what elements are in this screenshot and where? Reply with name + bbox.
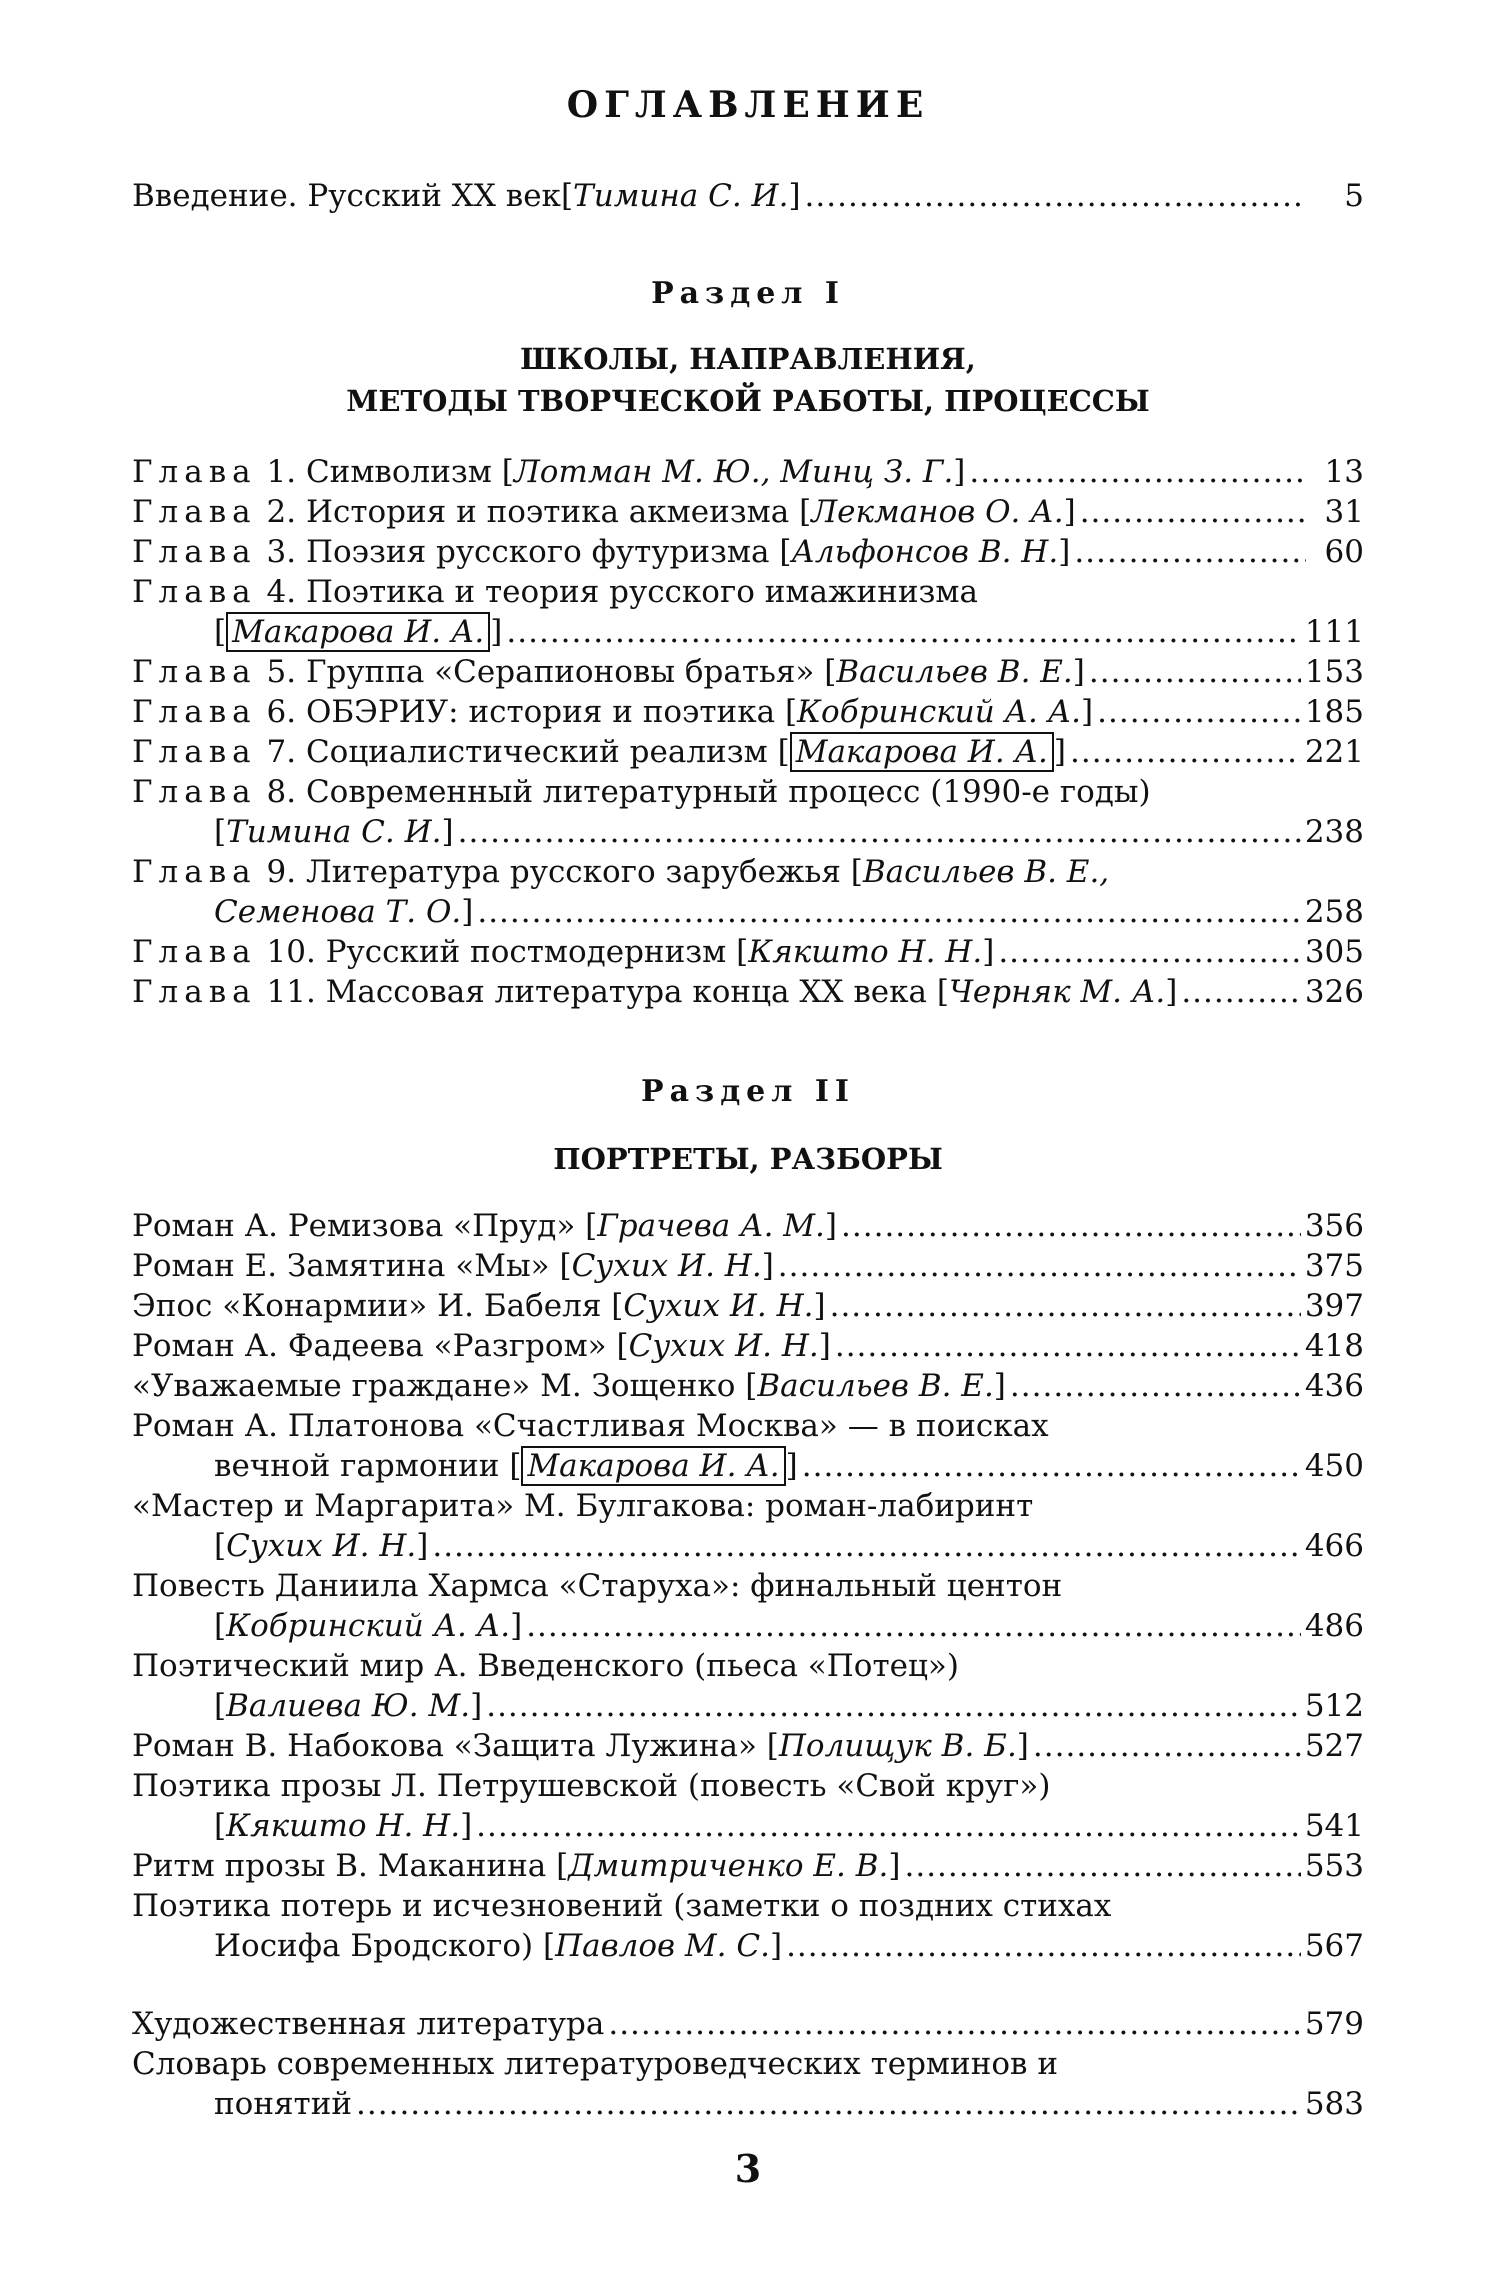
leader-dots	[969, 452, 1306, 492]
chapter-6: Глава 6. ОБЭРИУ: история и поэтика [Кобринский А. А.] ..... 185	[132, 692, 1364, 732]
intro-text: Введение. Русский XX век	[132, 178, 561, 214]
section1-chapter-list	[132, 452, 1364, 1012]
chapter-3: Глава 3. Поэзия русского футуризма [Альфонсов В. Н.] ..... 60	[132, 532, 1364, 572]
portrait-entry-3: Эпос «Конармии» И. Бабеля [Сухих И. Н.] ..... 397	[132, 1286, 1364, 1326]
chapter-7-author: Макарова И. А.	[790, 732, 1054, 772]
portrait-entry-11: Поэтика прозы Л. Петрушевской (повесть «Свой круг») [Кякшто Н. Н.] ..... 541	[132, 1766, 1364, 1846]
chapter-6-author: Кобринский А. А.	[797, 694, 1082, 730]
chapter-1: Глава 1. Символизм [Лотман М. Ю., Минц З. Г.] ..... 13	[132, 452, 1364, 492]
portrait-entry-6-author: Макарова И. А.	[521, 1446, 785, 1486]
chapter-4-author: Макарова И. А.	[226, 612, 490, 652]
back-entry-glossary: Словарь современных литературоведческих терминов и понятий ..... 583	[132, 2044, 1364, 2124]
chapter-4: Глава 4. Поэтика и теория русского имажинизма [ Макарова И. А. ] ..... 111	[132, 572, 1364, 652]
leader-dots	[805, 176, 1306, 216]
section2-entry-list	[132, 1206, 1364, 1966]
leader-dots	[1080, 492, 1306, 532]
chapter-7-page: 221	[1304, 734, 1364, 770]
chapter-4-page: 111	[1304, 614, 1364, 650]
chapter-2-page: 31	[1324, 494, 1364, 530]
leader-dots	[835, 1326, 1301, 1366]
leader-dots	[608, 2004, 1300, 2044]
chapter-10: Глава 10. Русский постмодернизм [Кякшто Н. Н.] ..... 305	[132, 932, 1364, 972]
back-matter-list	[132, 2004, 1364, 2124]
leader-dots	[1181, 972, 1301, 1012]
leader-dots	[476, 1806, 1301, 1846]
section1-title-line1: ШКОЛЫ, НАПРАВЛЕНИЯ,	[520, 342, 976, 376]
chapter-11-author: Черняк М. А.	[948, 974, 1166, 1010]
leader-dots	[1010, 1366, 1301, 1406]
chapter-9-author-1: Васильев В. Е.,	[862, 854, 1110, 890]
section1-label: Раздел I	[651, 276, 845, 311]
chapter-9-author-2: Семенова Т. О.	[214, 894, 462, 930]
portrait-entry-12: Ритм прозы В. Маканина [Дмитриченко Е. В.] ..... 553	[132, 1846, 1364, 1886]
chapter-6-page: 185	[1304, 694, 1364, 730]
intro-page: 5	[1344, 178, 1364, 214]
chapter-11-page: 326	[1304, 974, 1364, 1010]
portrait-entry-6: Роман А. Платонова «Счастливая Москва» — в поисках вечной гармонии [ Макарова И. А. ] ..... 450	[132, 1406, 1364, 1486]
chapter-1-page: 13	[1324, 454, 1364, 490]
portrait-entry-5: «Уважаемые граждане» М. Зощенко [Васильев В. Е.] ..... 436	[132, 1366, 1364, 1406]
leader-dots	[458, 812, 1301, 852]
leader-dots	[802, 1446, 1301, 1486]
chapter-5-page: 153	[1304, 654, 1364, 690]
leader-dots	[1033, 1726, 1301, 1766]
leader-dots	[486, 1686, 1301, 1726]
leader-dots	[830, 1286, 1301, 1326]
chapter-5-author: Васильев В. Е.	[836, 654, 1073, 690]
portrait-entry-13: Поэтика потерь и исчезновений (заметки о поздних стихах Иосифа Бродского) [Павлов М. С.] ..... 567	[132, 1886, 1364, 1966]
leader-dots	[1070, 732, 1301, 772]
back-entry-fiction: Художественная литература ..... 579	[132, 2004, 1364, 2044]
chapter-7: Глава 7. Социалистический реализм [ Макарова И. А. ] ..... 221	[132, 732, 1364, 772]
leader-dots	[356, 2084, 1301, 2124]
chapter-3-author: Альфонсов В. Н.	[791, 534, 1059, 570]
leader-dots	[432, 1526, 1300, 1566]
leader-dots	[526, 1606, 1301, 1646]
portrait-entry-1: Роман А. Ремизова «Пруд» [Грачева А. М.] ..... 356	[132, 1206, 1364, 1246]
leader-dots	[1074, 532, 1306, 572]
leader-dots	[841, 1206, 1301, 1246]
chapter-8-author: Тимина С. И.	[226, 814, 442, 850]
portrait-entry-2: Роман Е. Замятина «Мы» [Сухих И. Н.] ..... 375	[132, 1246, 1364, 1286]
portrait-entry-10: Роман В. Набокова «Защита Лужина» [Полищук В. Б.] ..... 527	[132, 1726, 1364, 1766]
section2-label: Раздел II	[641, 1074, 855, 1109]
chapter-8: Глава 8. Современный литературный процесс (1990-е годы) [Тимина С. И.] ..... 238	[132, 772, 1364, 852]
leader-dots	[998, 932, 1301, 972]
chapter-10-author: Кякшто Н. Н.	[748, 934, 983, 970]
intro-author: Тимина С. И.	[573, 178, 789, 214]
chapter-2: Глава 2. История и поэтика акмеизма [Лекманов О. А.] ..... 31	[132, 492, 1364, 532]
chapter-3-page: 60	[1324, 534, 1364, 570]
leader-dots	[778, 1246, 1301, 1286]
chapter-11: Глава 11. Массовая литература конца XX века [Черняк М. А.] ..... 326	[132, 972, 1364, 1012]
chapter-8-page: 238	[1304, 814, 1364, 850]
page-number: 3	[734, 2146, 762, 2191]
chapter-5: Глава 5. Группа «Серапионовы братья» [Васильев В. Е.] ..... 153	[132, 652, 1364, 692]
leader-dots	[786, 1926, 1301, 1966]
section1-title-line2: МЕТОДЫ ТВОРЧЕСКОЙ РАБОТЫ, ПРОЦЕССЫ	[346, 384, 1150, 418]
leader-dots	[1089, 652, 1301, 692]
leader-dots	[905, 1846, 1301, 1886]
chapter-9: Глава 9. Литература русского зарубежья [Васильев В. Е., Семенова Т. О.] ..... 258	[132, 852, 1364, 932]
toc-title: ОГЛАВЛЕНИЕ	[566, 84, 930, 126]
intro-entry: Введение. Русский XX век [Тимина С. И.] ..... 5	[132, 176, 1364, 216]
leader-dots	[1097, 692, 1301, 732]
chapter-1-author: Лотман М. Ю., Минц З. Г.	[513, 454, 954, 490]
portrait-entry-8: Повесть Даниила Хармса «Старуха»: финальный центон [Кобринский А. А.] ..... 486	[132, 1566, 1364, 1646]
leader-dots	[506, 612, 1300, 652]
portrait-entry-9: Поэтический мир А. Введенского (пьеса «Потец») [Валиева Ю. М.] ..... 512	[132, 1646, 1364, 1726]
toc-page	[132, 0, 1364, 2285]
chapter-9-page: 258	[1304, 894, 1364, 930]
portrait-entry-4: Роман А. Фадеева «Разгром» [Сухих И. Н.] ..... 418	[132, 1326, 1364, 1366]
section1-title	[132, 338, 1364, 422]
chapter-10-page: 305	[1304, 934, 1364, 970]
portrait-entry-7: «Мастер и Маргарита» М. Булгакова: роман-лабиринт [Сухих И. Н.] ..... 466	[132, 1486, 1364, 1566]
section2-title: ПОРТРЕТЫ, РАЗБОРЫ	[553, 1142, 943, 1176]
leader-dots	[477, 892, 1300, 932]
chapter-2-author: Лекманов О. А.	[811, 494, 1064, 530]
